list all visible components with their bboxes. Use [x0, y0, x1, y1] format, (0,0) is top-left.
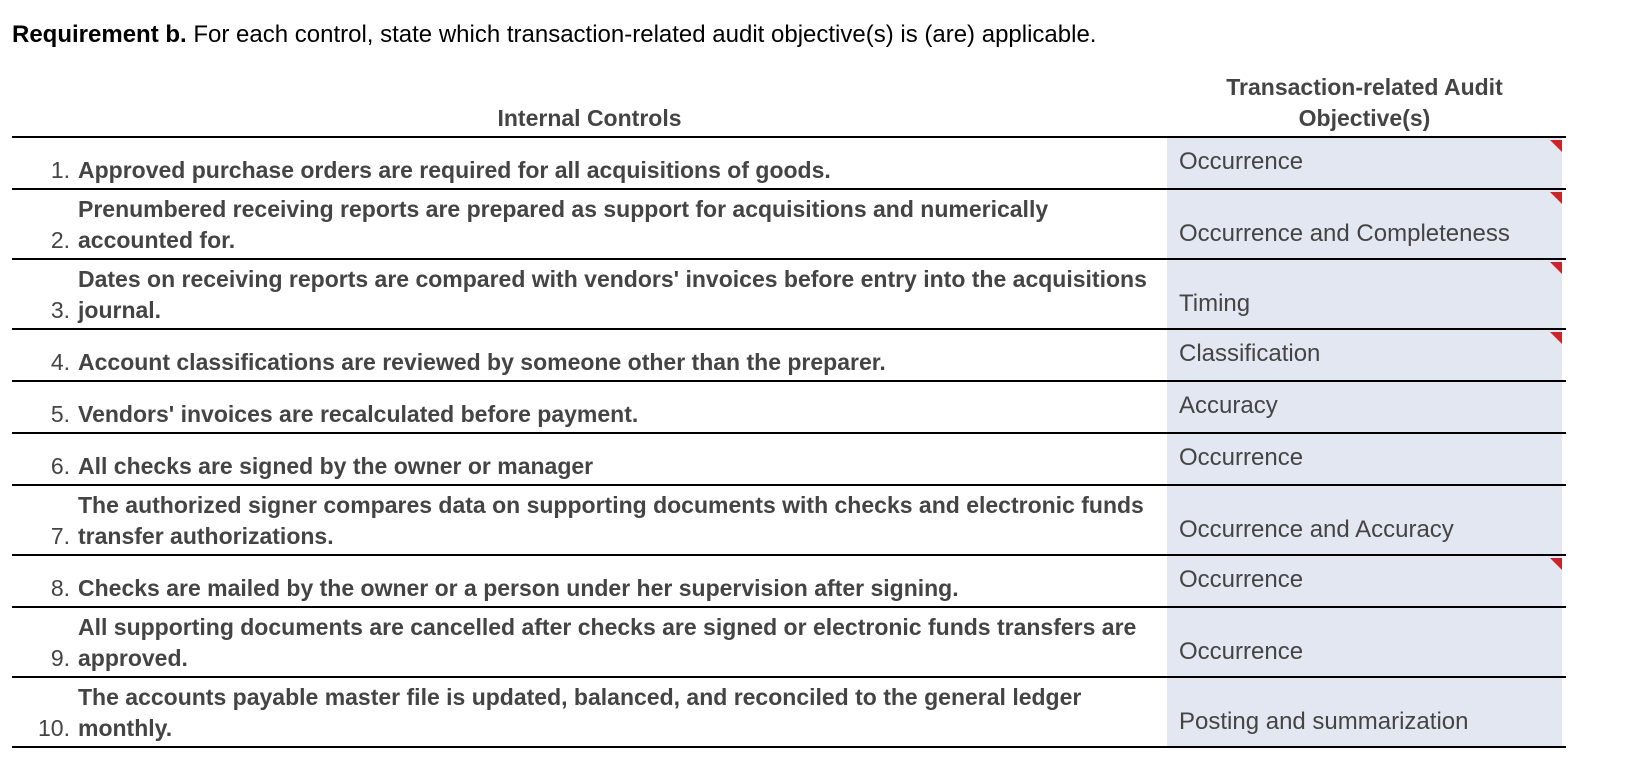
control-text: The accounts payable master file is updated, balanced, and reconciled to the general ledger monthly. [78, 684, 1082, 741]
control-text: Vendors' invoices are recalculated before payment. [78, 401, 639, 427]
table-header [12, 68, 1566, 138]
objective-answer-cell[interactable] [1167, 678, 1562, 746]
row-number: 4. [50, 349, 70, 375]
control-text: Dates on receiving reports are compared with vendors' invoices before entry into the acquisitions journal. [78, 266, 1147, 323]
objective-answer: Occurrence [1179, 444, 1304, 471]
row-number: 7. [50, 523, 70, 549]
requirement-text: For each control, state which transaction-related audit objective(s) is (are) applicable. [193, 21, 1097, 48]
comment-marker-icon [1550, 558, 1562, 570]
objective-answer: Posting and summarization [1179, 708, 1469, 735]
control-text: Approved purchase orders are required for all acquisitions of goods. [78, 157, 831, 183]
comment-marker-icon [1550, 192, 1562, 204]
control-text: All checks are signed by the owner or manager [78, 453, 594, 479]
table-row [12, 382, 1566, 434]
table-row [12, 486, 1566, 556]
comment-marker-icon [1550, 262, 1562, 274]
control-text: Prenumbered receiving reports are prepared as support for acquisitions and numerically accounted for. [78, 196, 1049, 253]
objective-answer: Occurrence [1179, 638, 1304, 665]
comment-marker-icon [1550, 140, 1562, 152]
objective-answer-cell[interactable] [1167, 138, 1562, 188]
table-row [12, 138, 1566, 190]
objective-answer: Occurrence and Accuracy [1179, 516, 1454, 543]
table-row [12, 260, 1566, 330]
table-row [12, 190, 1566, 260]
table-row [12, 434, 1566, 486]
comment-marker-icon [1550, 332, 1562, 344]
objective-answer-cell[interactable] [1167, 330, 1562, 380]
table-row [12, 678, 1566, 748]
table-row [12, 608, 1566, 678]
objective-answer-cell[interactable] [1167, 260, 1562, 328]
objective-answer-cell[interactable] [1167, 190, 1562, 258]
header-internal-controls: Internal Controls [497, 105, 682, 131]
header-audit-objectives: Transaction-related Audit Objective(s) [1226, 74, 1503, 131]
objective-answer-cell[interactable] [1167, 486, 1562, 554]
row-number: 6. [50, 453, 70, 479]
row-number: 2. [50, 227, 70, 253]
row-number: 3. [50, 297, 70, 323]
row-number: 1. [50, 157, 70, 183]
objective-answer: Occurrence and Completeness [1179, 220, 1510, 247]
objective-answer: Timing [1179, 290, 1251, 317]
objective-answer-cell[interactable] [1167, 382, 1562, 432]
control-text: All supporting documents are cancelled after checks are signed or electronic funds transfers are approved. [78, 614, 1137, 671]
control-text: The authorized signer compares data on supporting documents with checks and electronic funds transfer authorizations. [78, 492, 1144, 549]
control-text: Account classifications are reviewed by someone other than the preparer. [78, 349, 886, 375]
table-row [12, 556, 1566, 608]
objective-answer-cell[interactable] [1167, 608, 1562, 676]
requirement-instruction [12, 20, 1096, 50]
requirement-label: Requirement b. [12, 21, 187, 48]
control-text: Checks are mailed by the owner or a person under her supervision after signing. [78, 575, 959, 601]
objective-answer: Classification [1179, 340, 1321, 367]
row-number: 10. [38, 715, 70, 741]
controls-table [12, 68, 1566, 748]
table-row [12, 330, 1566, 382]
row-number: 5. [50, 401, 70, 427]
row-number: 9. [50, 645, 70, 671]
objective-answer-cell[interactable] [1167, 556, 1562, 606]
row-number: 8. [50, 575, 70, 601]
objective-answer: Accuracy [1179, 392, 1278, 419]
objective-answer: Occurrence [1179, 148, 1304, 175]
objective-answer-cell[interactable] [1167, 434, 1562, 484]
objective-answer: Occurrence [1179, 566, 1304, 593]
